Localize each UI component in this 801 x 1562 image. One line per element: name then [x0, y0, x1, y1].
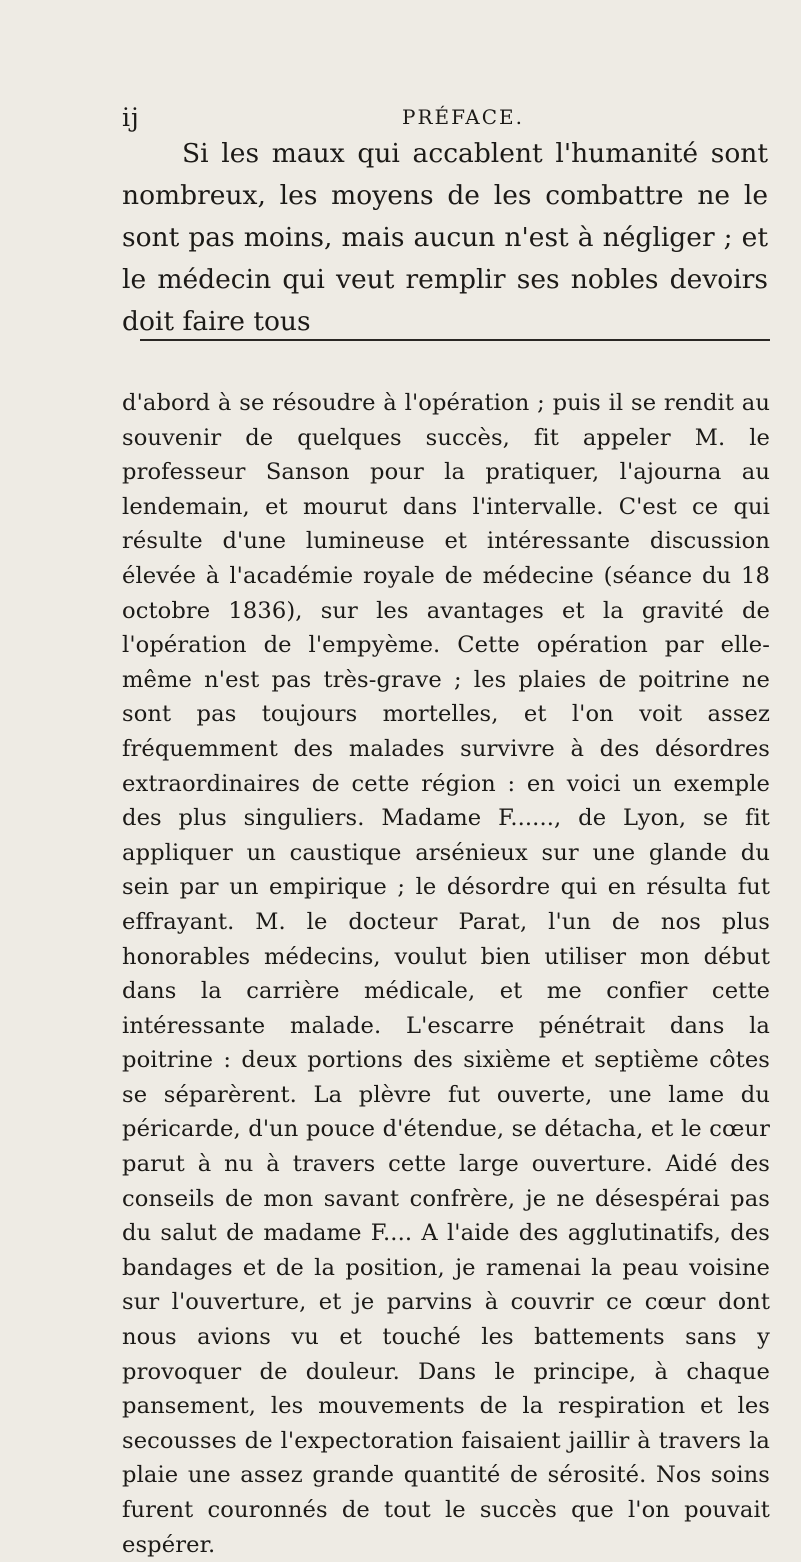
main-text	[122, 133, 768, 343]
footnote-separator-rule	[140, 339, 770, 341]
running-title: PRÉFACE.	[402, 105, 524, 129]
page-number: ij	[122, 103, 140, 132]
footnote-paragraph: d'abord à se résoudre à l'opération ; puis il se rendit au souvenir de quelques succès, fit appeler M. le professeur Sanson pour la pratiquer, l'ajourna au lendemain, et mourut dans l'intervalle. C'est ce qui résulte d'une lumineuse et intéressante discussion élevée à l'académie royale de médecine (séance du 18 octobre 1836), sur les avantages et la gravité de l'opération de l'empyème. Cette opération par elle-même n'est pas très-grave ; les plaies de poitrine ne sont pas toujours mortelles, et l'on voit assez fréquemment des malades survivre à des désordres extraordinaires de cette région : en voici un exemple des plus singuliers. Madame F......, de Lyon, se fit appliquer un caustique arsénieux sur une glande du sein par un empirique ; le désordre qui en résulta fut effrayant. M. le docteur Parat, l'un de nos plus honorables médecins, voulut bien utiliser mon début dans la carrière médicale, et me confier cette intéressante malade. L'escarre pénétrait dans la poitrine : deux portions des sixième et septième côtes se séparèrent. La plèvre fut ouverte, une lame du péricarde, d'un pouce d'étendue, se détacha, et le cœur parut à nu à travers cette large ouverture. Aidé des conseils de mon savant confrère, je ne désespérai pas du salut de madame F.... A l'aide des agglutinatifs, des bandages et de la position, je ramenai la peau voisine sur l'ouverture, et je parvins à couvrir ce cœur dont nous avions vu et touché les battements sans y provoquer de douleur. Dans le principe, à chaque pansement, les mouvements de la respiration et les secousses de l'expectoration faisaient jaillir à travers la plaie une assez grande quantité de sérosité. Nos soins furent couronnés de tout le succès que l'on pouvait espérer.	[122, 390, 770, 1558]
main-paragraph: Si les maux qui accablent l'humanité sont nombreux, les moyens de les combattre ne le sont pas moins, mais aucun n'est à négliger ; et le médecin qui veut remplir ses nobles devoirs doit faire tous	[122, 138, 768, 337]
running-head	[122, 103, 762, 133]
footnote	[122, 386, 770, 1562]
